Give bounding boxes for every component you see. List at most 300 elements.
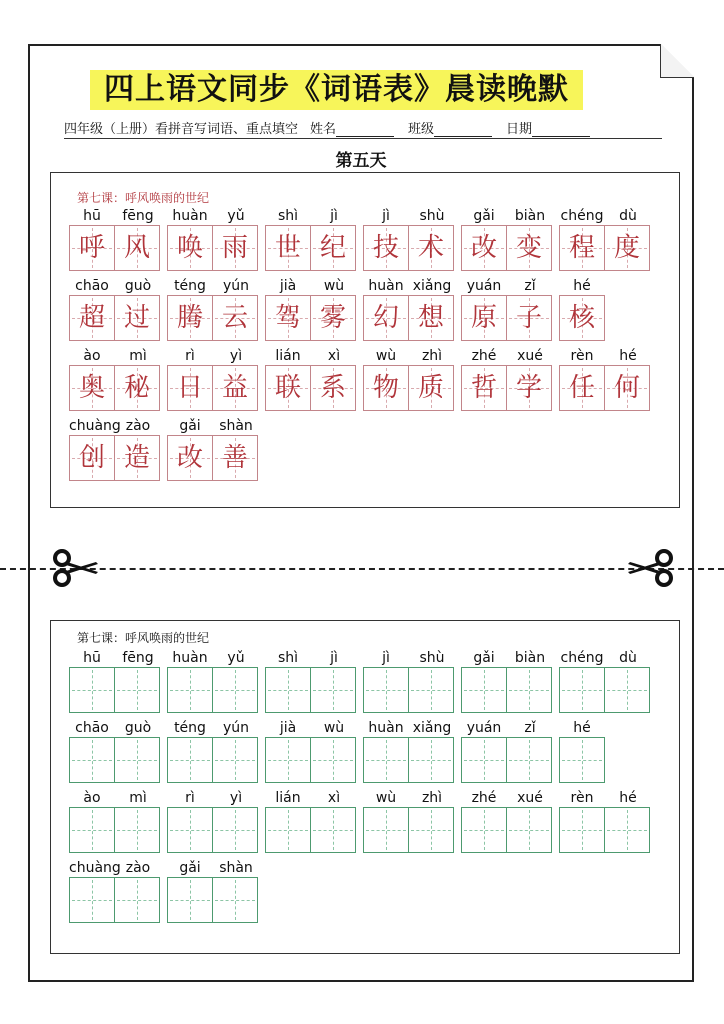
word-row [69,649,651,713]
hanzi-character: 技 [372,233,399,263]
word-block [265,207,357,271]
tianzige-cell [212,365,258,411]
writing-cells [363,225,455,271]
writing-cells [167,435,259,481]
hanzi-character: 风 [123,233,150,263]
pinyin-syllable: rì [185,790,195,806]
hanzi-character: 程 [568,233,595,263]
writing-cells [69,225,161,271]
hanzi-character: 世 [274,233,301,263]
writing-cells [167,365,259,411]
pinyin-syllable: chuàng [69,860,121,876]
pinyin-syllable: téng [174,720,206,736]
pinyin-row [559,789,651,807]
pinyin-syllable: dù [619,650,637,666]
pinyin-row [167,649,259,667]
tianzige-cell[interactable] [559,807,605,853]
tianzige-cell [265,365,311,411]
day-heading: 第五天 [335,151,387,171]
class-blank[interactable] [434,125,492,137]
word-row [69,719,605,783]
tianzige-cell[interactable] [408,667,454,713]
writing-cells [69,737,161,783]
tianzige-cell[interactable] [265,737,311,783]
pinyin-syllable: zào [125,418,151,434]
pinyin-syllable: huàn [172,208,208,224]
tianzige-cell [461,225,507,271]
pinyin-syllable: yún [222,720,250,736]
tianzige-cell [363,295,409,341]
tianzige-cell [559,225,605,271]
tianzige-cell[interactable] [506,807,552,853]
hanzi-character: 唤 [176,233,203,263]
tianzige-cell[interactable] [408,807,454,853]
hanzi-character: 术 [417,233,444,263]
word-block [167,417,259,481]
pinyin-syllable: hé [619,790,637,806]
hanzi-character: 改 [176,443,203,473]
class-label: 班级 [408,122,435,137]
writing-cells [559,807,651,853]
tianzige-cell[interactable] [310,667,356,713]
word-block [363,207,455,271]
pinyin-syllable: ào [83,790,101,806]
tianzige-cell [69,225,115,271]
pinyin-syllable: hé [573,278,591,294]
name-blank[interactable] [336,125,394,137]
pinyin-row [167,859,259,877]
tianzige-cell [506,225,552,271]
tianzige-cell [265,225,311,271]
writing-cells [363,807,455,853]
tianzige-cell [559,295,605,341]
pinyin-row [461,719,553,737]
pinyin-row [265,649,357,667]
writing-cells [265,807,357,853]
writing-cells [461,807,553,853]
tianzige-cell[interactable] [212,807,258,853]
hanzi-character: 造 [123,443,150,473]
word-block [167,347,259,411]
tianzige-cell[interactable] [363,667,409,713]
writing-cells [167,877,259,923]
tianzige-cell[interactable] [461,667,507,713]
pinyin-syllable: mì [129,348,147,364]
pinyin-syllable: jì [330,208,338,224]
writing-cells [69,667,161,713]
pinyin-row [69,719,161,737]
tianzige-cell[interactable] [559,737,605,783]
hanzi-character: 改 [470,233,497,263]
tianzige-cell [559,365,605,411]
pinyin-syllable: wù [375,348,397,364]
tianzige-cell [310,365,356,411]
pinyin-syllable: hé [573,720,591,736]
word-row [69,789,651,853]
pinyin-row [559,207,651,225]
word-block [363,719,455,783]
pinyin-syllable: xué [517,348,543,364]
pinyin-syllable: guò [124,720,152,736]
tianzige-cell[interactable] [167,737,213,783]
pinyin-row [461,347,553,365]
pinyin-syllable: shù [419,650,445,666]
pinyin-row [167,719,259,737]
pinyin-row [167,417,259,435]
word-row [69,417,259,481]
word-block [559,719,605,783]
tianzige-cell [114,365,160,411]
word-block [69,347,161,411]
word-block [559,207,651,271]
pinyin-syllable: téng [174,278,206,294]
pinyin-syllable: shàn [219,418,253,434]
writing-cells [69,365,161,411]
hanzi-character: 哲 [470,373,497,403]
pinyin-syllable: jì [330,650,338,666]
hanzi-character: 奥 [78,373,105,403]
writing-cells [559,225,651,271]
writing-cells [461,225,553,271]
word-block [363,347,455,411]
tianzige-cell[interactable] [69,877,115,923]
pinyin-syllable: gǎi [473,208,495,224]
tianzige-cell [461,295,507,341]
writing-cells [69,877,161,923]
tianzige-cell[interactable] [408,737,454,783]
pinyin-row [559,347,651,365]
tianzige-cell [69,435,115,481]
pinyin-row [69,207,161,225]
tianzige-cell[interactable] [114,737,160,783]
pinyin-syllable: rì [185,348,195,364]
writing-cells [265,225,357,271]
tianzige-cell [114,225,160,271]
answer-box [50,172,680,508]
hanzi-character: 子 [515,303,542,333]
hanzi-character: 学 [515,373,542,403]
writing-cells [69,295,161,341]
hanzi-character: 雾 [319,303,346,333]
pinyin-syllable: lián [275,348,301,364]
tianzige-cell [69,295,115,341]
tianzige-cell[interactable] [212,667,258,713]
tianzige-cell[interactable] [114,877,160,923]
writing-cells [461,737,553,783]
pinyin-row [559,277,605,295]
practice-lesson-title: 第七课：呼风唤雨的世纪 [77,631,210,645]
page-fold-corner [660,44,694,78]
pinyin-syllable: hé [619,348,637,364]
word-block [559,649,651,713]
word-block [363,789,455,853]
subtitle-line [64,118,664,137]
header-rule [64,138,662,139]
tianzige-cell[interactable] [212,877,258,923]
tianzige-cell[interactable] [114,807,160,853]
pinyin-row [265,277,357,295]
word-block [461,649,553,713]
writing-cells [265,667,357,713]
pinyin-syllable: lián [275,790,301,806]
pinyin-syllable: jià [279,720,297,736]
pinyin-row [363,789,455,807]
word-block [167,277,259,341]
date-label: 日期 [506,122,533,137]
pinyin-row [461,649,553,667]
pinyin-row [167,277,259,295]
writing-cells [69,807,161,853]
tianzige-cell[interactable] [506,667,552,713]
writing-cells [363,365,455,411]
pinyin-syllable: chéng [560,208,604,224]
tianzige-cell [363,365,409,411]
hanzi-character: 过 [123,303,150,333]
tianzige-cell [408,295,454,341]
writing-cells [167,295,259,341]
tianzige-cell[interactable] [69,667,115,713]
tianzige-cell [408,365,454,411]
writing-cells [69,435,161,481]
word-block [69,859,161,923]
tianzige-cell[interactable] [461,737,507,783]
hanzi-character: 幻 [372,303,399,333]
hanzi-character: 驾 [274,303,301,333]
pinyin-syllable: shì [277,208,299,224]
writing-cells [559,667,651,713]
pinyin-syllable: yuán [466,720,502,736]
pinyin-syllable: chāo [75,720,109,736]
pinyin-syllable: wù [375,790,397,806]
worksheet-title: 四上语文同步《词语表》晨读晚默 [90,70,583,110]
word-block [167,859,259,923]
pinyin-syllable: gǎi [473,650,495,666]
pinyin-row [69,789,161,807]
tianzige-cell[interactable] [167,807,213,853]
tianzige-cell[interactable] [265,667,311,713]
tianzige-cell[interactable] [559,667,605,713]
word-block [167,649,259,713]
tianzige-cell[interactable] [506,737,552,783]
hanzi-character: 秘 [123,373,150,403]
pinyin-row [363,347,455,365]
writing-cells [461,667,553,713]
pinyin-syllable: huàn [368,720,404,736]
pinyin-syllable: yì [229,790,243,806]
tianzige-cell [363,225,409,271]
word-block [265,789,357,853]
pinyin-row [69,417,161,435]
pinyin-syllable: xiǎng [412,278,452,294]
pinyin-row [265,719,357,737]
word-block [461,277,553,341]
hanzi-character: 呼 [78,233,105,263]
hanzi-character: 雨 [221,233,248,263]
answer-lesson-title: 第七课：呼风唤雨的世纪 [77,191,210,205]
pinyin-syllable: zhì [421,348,443,364]
word-block [167,207,259,271]
tianzige-cell[interactable] [310,807,356,853]
tianzige-cell[interactable] [461,807,507,853]
pinyin-syllable: zhì [421,790,443,806]
practice-box [50,620,680,954]
tianzige-cell[interactable] [604,807,650,853]
hanzi-character: 系 [319,373,346,403]
pinyin-syllable: gǎi [179,860,201,876]
hanzi-character: 度 [613,233,640,263]
tianzige-cell [310,225,356,271]
word-block [167,789,259,853]
tianzige-cell[interactable] [604,667,650,713]
writing-cells [461,365,553,411]
pinyin-row [167,789,259,807]
hanzi-character: 纪 [319,233,346,263]
pinyin-row [69,859,161,877]
word-block [559,789,651,853]
worksheet-page [28,44,694,982]
pinyin-syllable: jì [382,650,390,666]
pinyin-syllable: zhé [471,348,497,364]
writing-cells [167,667,259,713]
tianzige-cell[interactable] [310,737,356,783]
writing-cells [167,737,259,783]
hanzi-character: 善 [221,443,248,473]
word-block [69,789,161,853]
scissors-icon [626,548,674,588]
hanzi-character: 原 [470,303,497,333]
tianzige-cell [506,365,552,411]
pinyin-syllable: zhé [471,790,497,806]
scissors-icon [52,548,100,588]
pinyin-row [363,719,455,737]
tianzige-cell[interactable] [114,667,160,713]
pinyin-syllable: fēng [122,650,154,666]
word-block [265,277,357,341]
pinyin-syllable: fēng [122,208,154,224]
tianzige-cell [604,365,650,411]
tianzige-cell [265,295,311,341]
word-row [69,347,651,411]
pinyin-syllable: zào [125,860,151,876]
tianzige-cell[interactable] [363,807,409,853]
pinyin-syllable: ào [83,348,101,364]
word-block [167,719,259,783]
word-block [363,277,455,341]
writing-cells [363,667,455,713]
pinyin-syllable: wù [323,720,345,736]
pinyin-syllable: shì [277,650,299,666]
pinyin-row [167,347,259,365]
tianzige-cell[interactable] [167,667,213,713]
hanzi-character: 云 [221,303,248,333]
pinyin-syllable: xiǎng [412,720,452,736]
pinyin-row [265,207,357,225]
hanzi-character: 腾 [176,303,203,333]
pinyin-syllable: hū [83,650,101,666]
name-label: 姓名 [310,122,337,137]
tianzige-cell [212,295,258,341]
pinyin-row [265,347,357,365]
pinyin-syllable: mì [129,790,147,806]
pinyin-row [461,207,553,225]
pinyin-syllable: shù [419,208,445,224]
tianzige-cell [167,365,213,411]
pinyin-syllable: chuàng [69,418,121,434]
word-block [363,649,455,713]
pinyin-syllable: xì [327,348,341,364]
tianzige-cell[interactable] [265,807,311,853]
tianzige-cell [69,365,115,411]
pinyin-syllable: jià [279,278,297,294]
hanzi-character: 日 [176,373,203,403]
tianzige-cell [114,295,160,341]
word-row [69,207,651,271]
pinyin-syllable: biàn [514,650,546,666]
pinyin-row [559,719,605,737]
word-row [69,277,605,341]
word-block [461,347,553,411]
pinyin-syllable: shàn [219,860,253,876]
tianzige-cell[interactable] [167,877,213,923]
pinyin-syllable: yǔ [227,650,245,666]
pinyin-syllable: xué [517,790,543,806]
pinyin-syllable: gǎi [179,418,201,434]
pinyin-syllable: guò [124,278,152,294]
writing-cells [559,295,605,341]
pinyin-syllable: rèn [570,348,594,364]
word-block [265,719,357,783]
word-row [69,859,259,923]
pinyin-syllable: yún [222,278,250,294]
tianzige-cell [408,225,454,271]
pinyin-row [363,277,455,295]
tianzige-cell [114,435,160,481]
writing-cells [559,737,605,783]
pinyin-row [461,789,553,807]
tianzige-cell [212,225,258,271]
subtitle-text: 四年级（上册）看拼音写词语、重点填空 [64,122,299,137]
word-block [265,347,357,411]
hanzi-character: 超 [78,303,105,333]
tianzige-cell[interactable] [212,737,258,783]
word-block [461,719,553,783]
tianzige-cell[interactable] [69,737,115,783]
tianzige-cell[interactable] [363,737,409,783]
pinyin-syllable: dù [619,208,637,224]
pinyin-row [363,207,455,225]
tianzige-cell[interactable] [69,807,115,853]
word-block [461,789,553,853]
pinyin-syllable: yǔ [227,208,245,224]
pinyin-syllable: huàn [172,650,208,666]
pinyin-row [69,277,161,295]
tianzige-cell [212,435,258,481]
word-block [559,277,605,341]
word-block [265,649,357,713]
tianzige-cell [604,225,650,271]
word-block [69,207,161,271]
tianzige-cell [461,365,507,411]
hanzi-character: 质 [417,373,444,403]
word-block [559,347,651,411]
writing-cells [167,807,259,853]
pinyin-row [461,277,553,295]
writing-cells [265,295,357,341]
pinyin-syllable: wù [323,278,345,294]
pinyin-syllable: huàn [368,278,404,294]
date-blank[interactable] [532,125,590,137]
pinyin-syllable: jì [382,208,390,224]
